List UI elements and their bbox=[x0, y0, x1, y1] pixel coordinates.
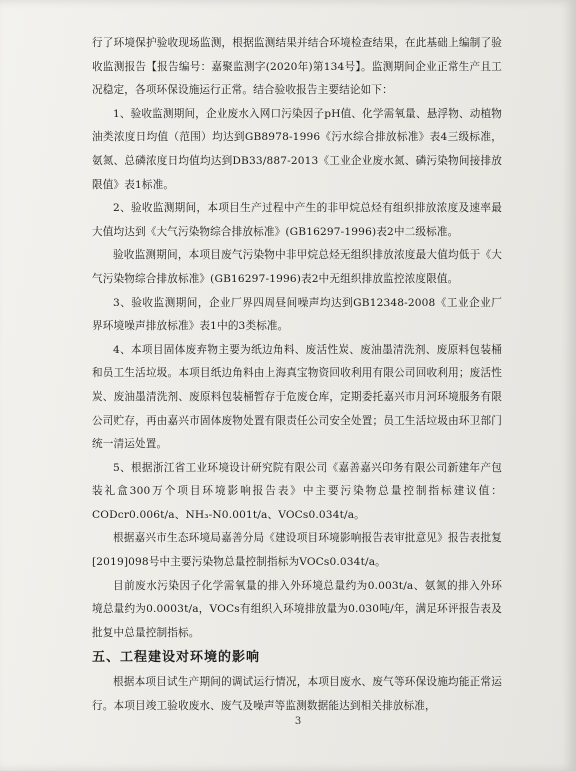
paragraph-conclusion-solid-waste: 4、本项目固体废弃物主要为纸边角料、废活性炭、废油墨清洗剂、废原料包装桶和员工生活垃圾。本项目纸边角料由上海真宝物资回收利用有限公司回收利用；废活性炭、废油墨清洗剂、废原料包装桶暂存于危废仓库，定期委托嘉兴市月河环境服务有限公司贮存，再由嘉兴市固体废物处置有限责任公司安全处置；员工生活垃圾由环卫部门统一清运处置。 bbox=[92, 343, 502, 451]
paragraph-conclusion-total-control: 5、根据浙江省工业环境设计研究院有限公司《嘉善嘉兴印务有限公司新建年产包装礼盒300万个项目环境影响报告表》中主要污染物总量控制指标建议值：CODcr0.006t/a、NH₃-N0.001t/a、VOCs0.034t/a。 bbox=[92, 461, 502, 521]
paragraph-conclusion-unorganized-gas: 验收监测期间，本项目废气污染物中非甲烷总烃无组织排放浓度最大值均低于《大气污染物综合排放标准》(GB16297-1996)表2中无组织排放监控浓度限值。 bbox=[92, 249, 502, 285]
page-number: 3 bbox=[294, 716, 302, 727]
paragraph-section-five: 根据本项目试生产期间的调试运行情况，本项目废水、废气等环保设施均能正常运行。本项目竣工验收废水、废气及噪声等监测数据能达到相关排放标准， bbox=[92, 676, 502, 713]
paragraph-conclusion-wastewater: 1、验收监测期间，企业废水入网口污染因子pH值、化学需氧量、悬浮物、动植物油类浓度日均值（范围）均达到GB8978-1996《污水综合排放标准》表4三级标准，氨氮、总磷浓度日均值均达到DB33/887-2013《工业企业废水氮、磷污染物间接排放限值》表1标准。 bbox=[92, 107, 502, 191]
paragraph-conclusion-organized-gas: 2、验收监测期间，本项目生产过程中产生的非甲烷总烃有组织排放浓度及速率最大值均达到《大气污染物综合排放标准》(GB16297-1996)表2中二级标准。 bbox=[92, 202, 502, 238]
paragraph-current-emissions: 目前废水污染因子化学需氧量的排入外环境总量约为0.003t/a、氨氮的排入外环境总量约为0.0003t/a，VOCs有组织入环境排放量为0.030吨/年，满足环评报告表及批复中总量控制指标。 bbox=[92, 579, 502, 639]
document-body bbox=[92, 32, 502, 719]
paragraph-conclusion-noise: 3、验收监测期间，企业厂界四周昼间噪声均达到GB12348-2008《工业企业厂界环境噪声排放标准》表1中的3类标准。 bbox=[92, 296, 502, 333]
paragraph-intro-continued: 行了环境保护验收现场监测，根据监测结果并结合环境检查结果，在此基础上编制了验收监测报告【报告编号：嘉聚监测字(2020年)第134号】。监测期间企业正常生产且工况稳定，各项环保设施运行正常。结合验收报告主要结论如下： bbox=[92, 37, 502, 97]
section-heading: 五、工程建设对环境的影响 bbox=[92, 650, 261, 666]
paragraph-approval-control: 根据嘉兴市生态环境局嘉善分局《建设项目环境影响报告表审批意见》报告表批复[2019]098号中主要污染物总量控制指标为VOCs0.034t/a。 bbox=[92, 532, 502, 569]
